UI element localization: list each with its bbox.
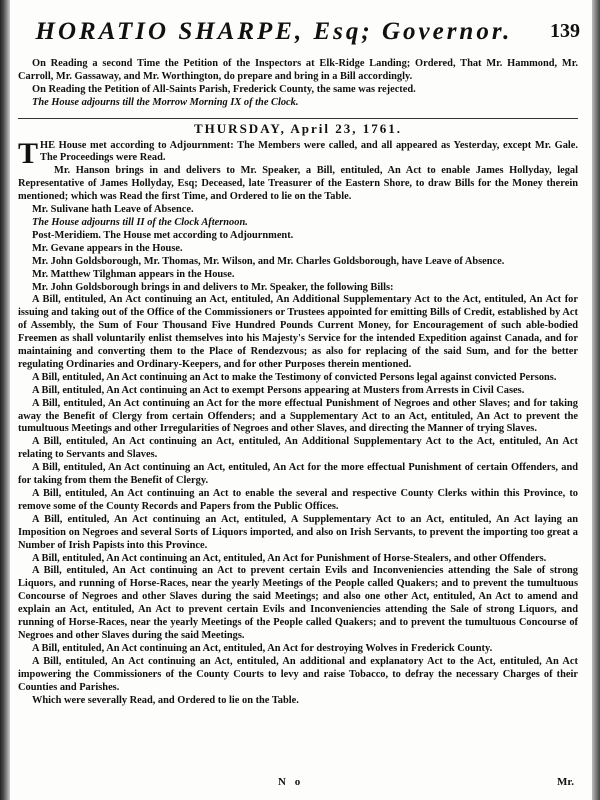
paragraph: A Bill, entituled, An Act continuing an Act, entituled, An Act for Punishment of Horse-Stealers, and other Offenders. xyxy=(32,552,547,564)
page-footer xyxy=(18,776,578,790)
catchword: Mr. xyxy=(556,776,574,788)
page-left-shadow xyxy=(0,0,10,800)
paragraph: A Bill, entituled, An Act continuing an Act to make the Testimony of convicted Persons legal against convicted Persons. xyxy=(32,371,557,383)
paragraph: A Bill, entituled, An Act continuing an Act, entituled, An Additional Supplementary Act to the Act, entituled, An Act for issuing and taking out of the Office of the Commissioners or Trustees appointed for emitting Bills of Credit, established by Act of Assembly, the Sum of Four Thousand Five Hundred Pounds Current Money, for Encouragement of such able-bodied Freemen as shall voluntarily enlist themselves into his Majesty's Service for the intended Expedition against Canada, and for maintaining and converting them to the Place of Rendezvous; as also for replacing of the said Sum, and for the better regulating Ordinaries and Ordinary-Keepers, and for other Purposes therein mentioned. xyxy=(18,294,578,370)
paragraph: Mr. Matthew Tilghman appears in the House. xyxy=(32,268,235,280)
paragraph: A Bill, entituled, An Act continuing an Act, entituled, An Act for the more effectual Punishment of certain Offenders, and for taking from them the Benefit of Clergy. xyxy=(18,462,578,487)
paragraph-top-1: On Reading a second Time the Petition of the Inspectors at Elk-Ridge Landing; Ordered, That Mr. Hammond, Mr. Carroll, Mr. Gassaway, and Mr. Worthington, do prepare and bring in a Bill accordingly. xyxy=(18,58,578,82)
page-number: 139 xyxy=(550,20,580,42)
paragraph: Mr. Hanson brings in and delivers to Mr. Speaker, a Bill, entituled, An Act to enable James Hollyday, legal Representative of James Hollyday, Esq; Deceased, late Treasurer of the Eastern Shore, to draw Bills for the Money therein mentioned; which was Read the first Time, and Ordered to lie on the Table. xyxy=(18,165,578,203)
paragraph: Mr. Sulivane hath Leave of Absence. xyxy=(32,204,194,216)
drop-cap: T xyxy=(18,136,39,170)
paragraph: A Bill, entituled, An Act continuing an Act, entituled, An additional and explanatory Act to the Act, entituled, An Act impowering the Commissioners of the County Courts to levy and raise Tobacco, to defray the necessary Charges of their Counties and Parishes. xyxy=(18,655,578,693)
paragraph: A Bill, entituled, An Act continuing an Act, entituled, An Act for destroying Wolves in Frederick County. xyxy=(32,642,493,654)
paragraph: Post-Meridiem. The House met according to Adjournment. xyxy=(32,229,294,241)
paragraph: Mr. Gevane appears in the House. xyxy=(32,242,183,254)
date-heading: THURSDAY, April 23, 1761. xyxy=(194,120,402,136)
paragraph: The House adjourns till II of the Clock Afternoon. xyxy=(32,216,248,228)
paragraph: A Bill, entituled, An Act continuing an Act, entituled, A Supplementary Act to an Act, entituled, An Act laying an Imposition on Negroes and several Sorts of Liquors imported, and also on Irish Servants, to prevent the importing too great a Number of Irish Papists into this Province. xyxy=(18,513,578,551)
paragraph: A Bill, entituled, An Act continuing an Act for the more effectual Punishment of Negroes and other Slaves; and for taking away the Benefit of Clergy from certain Offenders; and a Supplementary Act to an Act, entituled, An Act to prevent the tumultuous Meetings and other Irregularities of Negroes and other Slaves, and directing the Manner of trying Slaves. xyxy=(18,397,578,435)
paragraph: Mr. John Goldsborough, Mr. Thomas, Mr. Wilson, and Mr. Charles Goldsborough, have Leave of Absence. xyxy=(32,255,505,267)
opening-text: HE House met according to Adjournment: The Members were called, and all appeared as Yesterday, except Mr. Gale. The Proceedings were Read. xyxy=(40,139,578,164)
paragraph-top-3: The House adjourns till the Morrow Morning IX of the Clock. xyxy=(32,96,299,108)
paragraph: A Bill, entituled, An Act continuing an Act to exempt Persons appearing at Musters from Arrests in Civil Cases. xyxy=(32,384,525,396)
paragraph: Which were severally Read, and Ordered to lie on the Table. xyxy=(32,694,299,706)
opening-paragraph xyxy=(18,136,578,170)
running-header xyxy=(24,18,584,52)
running-title: HORATIO SHARPE, Esq; Governor. xyxy=(35,18,513,45)
paragraph: A Bill, entituled, An Act continuing an Act to prevent certain Evils and Inconveniencies attending the Sale of strong Liquors, and running of Horse-Races, near the yearly Meetings of the People called Quakers; and to prevent the tumultuous Concourse of Negroes and other Slaves during the said Meetings; and also one other Act, entituled, An Act to amend and explain an Act, entituled, An Act to prevent certain Evils and Inconveniencies attending the Sale of strong Liquors, and running of Horse-Races, near the yearly Meetings of the People called Quakers; and to prevent the tumultuous Concourse of Negroes and other Slaves during the said Meetings. xyxy=(18,565,578,641)
paragraph: A Bill, entituled, An Act continuing an Act, entituled, An Additional Supplementary Act to the Act, entituled, An Act relating to Servants and Slaves. xyxy=(18,436,578,461)
paragraph: Mr. John Goldsborough brings in and delivers to Mr. Speaker, the following Bills: xyxy=(32,281,394,293)
document-body xyxy=(18,58,578,707)
paragraph: A Bill, entituled, An Act continuing an Act to enable the several and respective County Clerks within this Province, to remove some of the County Records and Papers from the Public Offices. xyxy=(18,488,578,512)
section-divider xyxy=(18,118,578,119)
paragraph-top-2: On Reading the Petition of All-Saints Parish, Frederick County, the same was rejected. xyxy=(32,83,416,95)
page-right-shadow xyxy=(592,0,600,800)
signature-mark: N o xyxy=(278,776,304,788)
